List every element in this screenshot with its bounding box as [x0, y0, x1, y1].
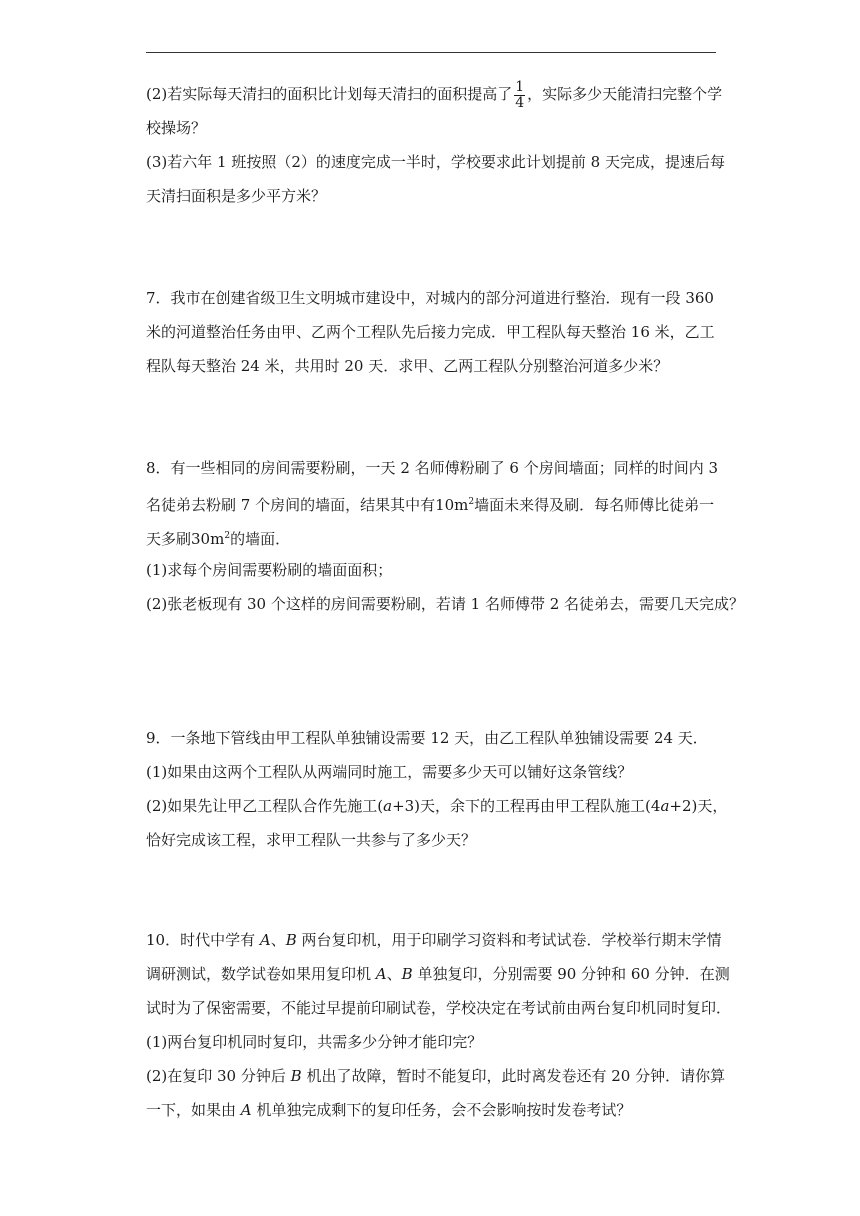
- q9-part2-line1: (2)如果先让甲乙工程队合作先施工(a+3)天，余下的工程再由甲工程队施工(4a+2)天，: [146, 797, 728, 815]
- q10-line1: 10．时代中学有 A、B 两台复印机，用于印刷学习资料和考试试卷．学校举行期末学情: [146, 931, 722, 949]
- q7-line3: 程队每天整治 24 米，共用时 20 天．求甲、乙两工程队分别整治河道多少米？: [146, 357, 669, 375]
- q8-part1: (1)求每个房间需要粉刷的墙面面积；: [146, 561, 393, 579]
- q6-part3-line1: (3)若六年 1 班按照（2）的速度完成一半时，学校要求此计划提前 8 天完成，提速后每: [146, 153, 725, 171]
- expr-a-plus-3: (a+3): [377, 797, 421, 815]
- area-10m2: $10m^2$: [435, 496, 475, 514]
- q9-part1: (1)如果由这两个工程队从两端同时施工，需要多少天可以铺好这条管线？: [146, 763, 633, 781]
- q10-line3: 试时为了保密需要，不能过早提前印刷试卷，学校决定在考试前由两台复印机同时复印．: [146, 999, 732, 1017]
- expr-4a-plus-2: (4a+2): [645, 797, 698, 815]
- fraction-one-quarter: $\frac{1}{4}$: [515, 78, 525, 111]
- q6-part3-line2: 天清扫面积是多少平方米？: [146, 187, 327, 205]
- q8-line2: 名徒弟去粉刷 7 个房间的墙面，结果其中有$10m^2$墙面未来得及刷．每名师傅比徒弟一: [146, 496, 715, 514]
- q6-part2-line1: (2)若实际每天清扫的面积比计划每天清扫的面积提高了 $\frac{1}{4}$ ，实际多少天能清扫完整个学: [146, 78, 723, 111]
- q10-part1: (1)两台复印机同时复印，共需多少分钟才能印完？: [146, 1033, 483, 1051]
- area-30m2: $30m^2$: [191, 530, 231, 548]
- q8-line1: 8．有一些相同的房间需要粉刷，一天 2 名师傅粉刷了 6 个房间墙面；同样的时间内 3: [146, 459, 719, 477]
- q7-line1: 7．我市在创建省级卫生文明城市建设中，对城内的部分河道进行整治．现有一段 360: [146, 289, 714, 307]
- q6-part2-line2: 校操场？: [146, 119, 207, 137]
- header-rule: [146, 52, 716, 53]
- q9-part2-line2: 恰好完成该工程，求甲工程队一共参与了多少天？: [146, 831, 477, 849]
- q10-part2-line1: (2)在复印 30 分钟后 B 机出了故障，暂时不能复印，此时离发卷还有 20 分钟．请你算: [146, 1067, 726, 1085]
- q8-line3: 天多刷$30m^2$的墙面．: [146, 530, 291, 548]
- q10-line2: 调研测试，数学试卷如果用复印机 A、B 单独复印，分别需要 90 分钟和 60 分钟．在测: [146, 965, 730, 983]
- q10-part2-line2: 一下，如果由 A 机单独完成剩下的复印任务，会不会影响按时发卷考试？: [146, 1101, 632, 1119]
- q7-line2: 米的河道整治任务由甲、乙两个工程队先后接力完成．甲工程队每天整治 16 米，乙工: [146, 323, 715, 341]
- q8-part2: (2)张老板现有 30 个这样的房间需要粉刷，若请 1 名师傅带 2 名徒弟去，需要几天完成？: [146, 595, 745, 613]
- q9-line1: 9．一条地下管线由甲工程队单独铺设需要 12 天，由乙工程队单独铺设需要 24 天．: [146, 729, 708, 747]
